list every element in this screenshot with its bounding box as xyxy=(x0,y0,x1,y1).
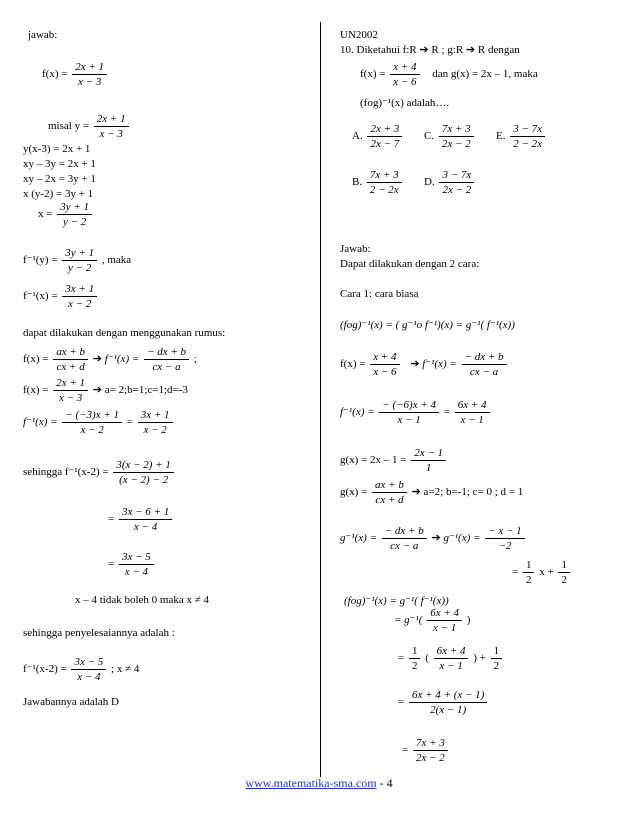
step-1: y(x-3) = 2x + 1 xyxy=(23,143,91,155)
arrow-icon: ➔ xyxy=(92,384,102,397)
apply-line: f(x) = $\frac{2x + 1}{x - 3}$ ➔ a= 2;b=1;c=1;d=-3 xyxy=(23,377,188,404)
page-number: - 4 xyxy=(376,776,393,790)
r-fx-line: f(x) = $\frac{x + 4}{x - 6}$ ➔ f⁻¹(x) = $\frac{- dx + b}{cx - a}$ xyxy=(340,350,509,379)
r-ginv-simplified: = $\frac{1}{2}$ x + $\frac{1}{2}$ xyxy=(512,558,572,587)
fraction: $\frac{2x + 1}{x - 3}$ xyxy=(94,112,129,141)
rumus-line: f(x) = $\frac{ax + b}{cx + d}$ ➔ f⁻¹(x) = $\frac{- dx + b}{cx - a}$ ; xyxy=(23,346,197,373)
r-comp-step-2: = g⁻¹( $\frac{6x + 4}{x - 1}$ ) xyxy=(394,607,471,634)
fraction: $\frac{- (-6)x + 4}{x - 1}$ xyxy=(379,398,439,427)
fraction: $\frac{- dx + b}{cx - a}$ xyxy=(144,345,189,374)
fx-definition: f(x) = $\frac{2x + 1}{x - 3}$ xyxy=(42,60,109,89)
left-column xyxy=(0,0,318,790)
right-column xyxy=(322,0,638,790)
domain-note: x – 4 tidak boleh 0 maka x ≠ 4 xyxy=(75,594,210,606)
r-comp-step-4: = $\frac{6x + 4 + (x - 1)}{2(x - 1)}$ xyxy=(398,688,489,717)
simplify-line-2: = $\frac{3x - 6 + 1}{x - 4}$ xyxy=(108,505,174,534)
rumus-text: dapat dilakukan dengan menggunakan rumus: xyxy=(23,327,226,339)
fraction: $\frac{x + 4}{x - 6}$ xyxy=(390,60,419,89)
option-d: D. $\frac{3 - 7x}{2x - 2}$ xyxy=(424,168,476,197)
fraction: $\frac{3y + 1}{y - 2}$ xyxy=(57,200,92,229)
question-fx: f(x) = $\frac{x + 4}{x - 6}$ dan g(x) = 2x – 1, maka xyxy=(360,61,538,88)
r-composition-line: (fog)⁻¹(x) = g⁻¹( f⁻¹(x)) xyxy=(344,595,449,607)
exam-label: UN2002 xyxy=(340,29,378,41)
fraction: $\frac{2x - 1}{1}$ xyxy=(411,446,446,475)
fraction: $\frac{3y + 1}{y - 2}$ xyxy=(62,246,97,275)
fraction: $\frac{1}{2}$ xyxy=(558,558,570,587)
fraction: $\frac{2x + 1}{x - 3}$ xyxy=(53,376,88,405)
simplify-line-3: = $\frac{3x - 5}{x - 4}$ xyxy=(108,550,156,579)
fraction: $\frac{- dx + b}{cx - a}$ xyxy=(462,350,507,379)
fraction: $\frac{3(x - 2) + 1}{(x - 2) - 2}$ xyxy=(113,458,174,487)
r-comp-step-3: = $\frac{1}{2}$ ( $\frac{6x + 4}{x - 1}$ ) + $\frac{1}{2}$ xyxy=(398,644,504,673)
r-gx-line: g(x) = 2x – 1 = $\frac{2x - 1}{1}$ xyxy=(340,446,448,475)
fraction: $\frac{3x - 6 + 1}{x - 4}$ xyxy=(119,505,172,534)
r-ginv-line: g⁻¹(x) = $\frac{- dx + b}{cx - a}$ ➔ g⁻¹(x) = $\frac{- x - 1}{-2}$ xyxy=(340,524,527,553)
question-fog: (fog)⁻¹(x) adalah…. xyxy=(360,97,450,109)
jawaban-text: Jawabannya adalah D xyxy=(23,696,119,708)
arrow-icon: ➔ xyxy=(431,532,441,545)
fraction: $\frac{- x - 1}{-2}$ xyxy=(485,524,524,553)
jawab-label-right: Jawab: xyxy=(340,243,371,255)
r-gx-general-line: g(x) = $\frac{ax + b}{cx + d}$ ➔ a=2; b=-1; c= 0 ; d = 1 xyxy=(340,479,524,506)
fraction: $\frac{6x + 4 + (x - 1)}{2(x - 1)}$ xyxy=(409,688,487,717)
fraction: $\frac{ax + b}{cx + d}$ xyxy=(53,345,88,374)
penyelesaian-text: sehingga penyelesaiannya adalah : xyxy=(23,627,175,639)
fraction: $\frac{7x + 3}{2x - 2}$ xyxy=(439,122,474,151)
fraction: $\frac{3x + 1}{x - 2}$ xyxy=(62,282,97,311)
misal-line: misal y = $\frac{2x + 1}{x - 3}$ xyxy=(48,112,131,141)
fraction: $\frac{7x + 3}{2 - 2x}$ xyxy=(367,168,402,197)
option-a: A. $\frac{2x + 3}{2x - 7}$ xyxy=(352,122,404,151)
option-b: B. $\frac{7x + 3}{2 - 2x}$ xyxy=(352,168,404,197)
sehingga-line: sehingga f⁻¹(x-2) = $\frac{3(x - 2) + 1}{(x - 2) - 2}$ xyxy=(23,458,176,487)
x-solution: x = $\frac{3y + 1}{y - 2}$ xyxy=(38,200,94,229)
option-c: C. $\frac{7x + 3}{2x - 2}$ xyxy=(424,122,476,151)
final-answer-line: f⁻¹(x-2) = $\frac{3x - 5}{x - 4}$ ; x ≠ 4 xyxy=(23,656,140,683)
step-4: x (y-2) = 3y + 1 xyxy=(23,188,94,200)
arrow-icon: ➔ xyxy=(410,358,420,371)
r-finv-line: f⁻¹(x) = $\frac{- (-6)x + 4}{x - 1}$ = $\frac{6x + 4}{x - 1}$ xyxy=(340,398,492,427)
fraction: $\frac{3 - 7x}{2 - 2x}$ xyxy=(510,122,545,151)
fraction: $\frac{2x + 1}{x - 3}$ xyxy=(72,60,107,89)
arrow-icon: ➔ xyxy=(92,353,102,366)
page-footer xyxy=(0,776,638,791)
result-line: f⁻¹(x) = $\frac{- (-3)x + 1}{x - 2}$ = $\frac{3x + 1}{x - 2}$ xyxy=(23,408,175,437)
fraction: $\frac{7x + 3}{2x - 2}$ xyxy=(413,736,448,765)
column-divider xyxy=(320,22,321,777)
fraction: $\frac{x + 4}{x - 6}$ xyxy=(370,350,399,379)
fraction: $\frac{1}{2}$ xyxy=(409,644,421,673)
fraction: $\frac{3x + 1}{x - 2}$ xyxy=(138,408,173,437)
footer-website-link[interactable]: www.matematika-sma.com xyxy=(245,776,377,790)
fraction: $\frac{1}{2}$ xyxy=(491,644,503,673)
fraction: $\frac{- (-3)x + 1}{x - 2}$ xyxy=(62,408,122,437)
fraction: $\frac{ax + b}{cx + d}$ xyxy=(372,478,407,507)
step-2: xy – 3y = 2x + 1 xyxy=(23,158,96,170)
fraction: $\frac{2x + 3}{2x - 7}$ xyxy=(367,122,402,151)
two-ways-text: Dapat dilakukan dengan 2 cara: xyxy=(340,258,480,270)
fraction: $\frac{1}{2}$ xyxy=(523,558,535,587)
fraction: $\frac{3x - 5}{x - 4}$ xyxy=(71,655,106,684)
question-10: 10. Diketahui f:R ➔ R ; g:R ➔ R dengan xyxy=(340,44,520,56)
finv-y-line: f⁻¹(y) = $\frac{3y + 1}{y - 2}$ , maka xyxy=(23,247,132,274)
finv-x-line: f⁻¹(x) = $\frac{3x + 1}{x - 2}$ xyxy=(23,282,99,311)
step-3: xy – 2x = 3y + 1 xyxy=(23,173,96,185)
fraction: $\frac{- dx + b}{cx - a}$ xyxy=(382,524,427,553)
fraction: $\frac{3x - 5}{x - 4}$ xyxy=(119,550,154,579)
cara-1-heading: Cara 1: cara biasa xyxy=(340,288,419,300)
r-comp-step-5: = $\frac{7x + 3}{2x - 2}$ xyxy=(402,736,450,765)
fraction: $\frac{6x + 4}{x - 1}$ xyxy=(455,398,490,427)
option-e: E. $\frac{3 - 7x}{2 - 2x}$ xyxy=(496,122,547,151)
fraction: $\frac{6x + 4}{x - 1}$ xyxy=(427,606,462,635)
fog-inverse-identity: (fog)⁻¹(x) = ( g⁻¹o f⁻¹)(x) = g⁻¹( f⁻¹(x)) xyxy=(340,319,515,331)
fraction: $\frac{6x + 4}{x - 1}$ xyxy=(434,644,469,673)
jawab-label: jawab: xyxy=(28,29,58,41)
fraction: $\frac{3 - 7x}{2x - 2}$ xyxy=(439,168,474,197)
